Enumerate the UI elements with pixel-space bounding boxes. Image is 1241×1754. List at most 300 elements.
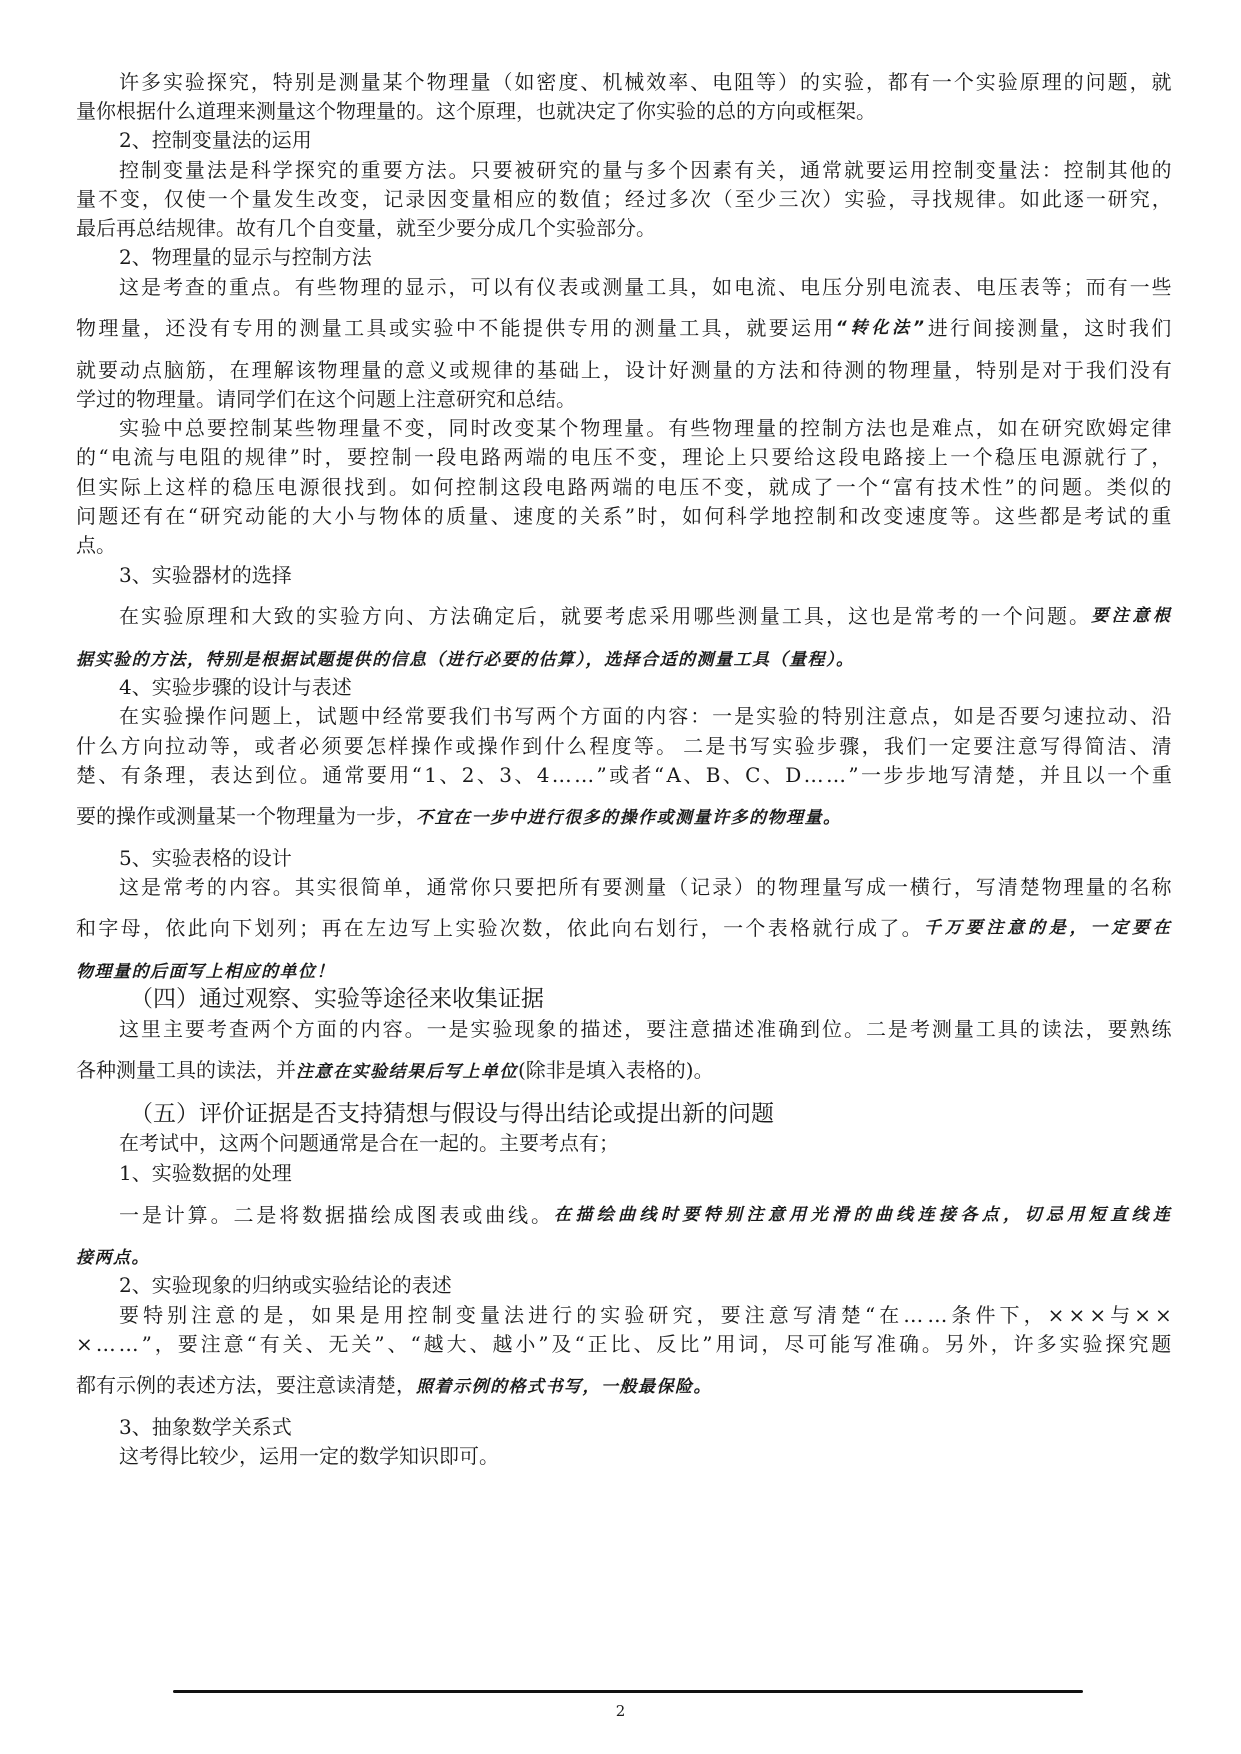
- text-char: 是: [887, 1017, 908, 1041]
- text-char: 母: [120, 916, 141, 940]
- text-char: 压: [592, 445, 613, 469]
- text-char: 个: [858, 475, 879, 499]
- text-char: ，: [287, 1303, 308, 1327]
- text-char: 题: [1046, 604, 1067, 628]
- text-char: 物: [379, 504, 400, 528]
- text-char: 的: [734, 358, 755, 382]
- text-char: 法: [865, 416, 886, 440]
- text-char: 通: [322, 763, 343, 787]
- text-char: 还: [165, 316, 186, 340]
- text-char: 这: [165, 475, 186, 499]
- text-char: B: [705, 763, 721, 787]
- text-char: 个: [1129, 763, 1150, 787]
- text-char: 探: [1105, 1332, 1126, 1356]
- text-char: 法: [426, 158, 447, 182]
- text-char: 图: [416, 1203, 437, 1227]
- text-char: 量: [602, 158, 623, 182]
- text-char: 理: [207, 604, 228, 628]
- text-char: “: [880, 475, 891, 499]
- text-char: 方: [404, 158, 425, 182]
- text-char: C: [745, 763, 761, 787]
- text-char: 姆: [1107, 416, 1128, 440]
- text-char: 在: [343, 916, 364, 940]
- text-char: 述: [734, 1017, 755, 1041]
- text-line: [76, 645, 855, 673]
- text-char: 行: [678, 916, 699, 940]
- text-char: 操: [477, 734, 498, 758]
- text-char: 且: [1062, 763, 1083, 787]
- text-char: 实: [844, 187, 865, 211]
- text-char: 化: [871, 318, 890, 338]
- text-char: 。: [921, 1332, 942, 1356]
- text-char: 要: [682, 1205, 701, 1225]
- text-char: 仪: [536, 275, 557, 299]
- text-char: ，: [931, 704, 952, 728]
- text-line: [76, 386, 576, 412]
- text-char: 动: [119, 358, 140, 382]
- text-char: 或: [609, 763, 630, 787]
- text-char: 录: [712, 875, 733, 899]
- text-line: [76, 733, 1172, 759]
- text-char: 是: [1061, 504, 1082, 528]
- text-line: [119, 562, 292, 588]
- text-char: 常: [448, 875, 469, 899]
- text-char: 变: [449, 187, 470, 211]
- text-line: [119, 1414, 292, 1440]
- text-char: 难: [931, 416, 952, 440]
- text-char: 压: [679, 475, 700, 499]
- text-char: 法: [450, 604, 471, 628]
- text-char: 线: [639, 1205, 658, 1225]
- text-char: 成: [393, 1203, 414, 1227]
- text-char: 依: [165, 916, 186, 940]
- text-char: 主: [162, 1017, 183, 1041]
- text-char: 上: [726, 445, 747, 469]
- text-char: 是: [316, 70, 337, 94]
- text-char: 读: [1041, 1017, 1062, 1041]
- text-char: 的: [624, 704, 645, 728]
- text-char: 格: [790, 916, 810, 940]
- text-char: 某: [382, 70, 403, 94]
- text-line: [119, 127, 312, 153]
- text-char: 特: [143, 1303, 164, 1327]
- text-char: 些: [1017, 504, 1038, 528]
- text-char: 量: [953, 1017, 974, 1041]
- text-char: 控: [455, 475, 476, 499]
- text-char: 要: [119, 1303, 139, 1327]
- text-char: 路: [883, 445, 904, 469]
- text-char: 要: [206, 416, 227, 440]
- text-char: 物: [76, 316, 96, 340]
- text-char: 的: [239, 1303, 260, 1327]
- text-char: 还: [120, 504, 141, 528]
- text-char: 的: [206, 275, 227, 299]
- text-char: 量: [646, 875, 667, 899]
- text-char: ，: [624, 1017, 645, 1041]
- text-char: 是: [228, 158, 249, 182]
- text-char: 用: [1067, 1205, 1086, 1225]
- text-char: 成: [791, 475, 811, 499]
- text-char: 的: [866, 358, 887, 382]
- text-char: 步: [816, 734, 837, 758]
- text-char: 意: [1017, 734, 1038, 758]
- text-char: 千: [923, 918, 943, 938]
- text-segment: 量你根据什么道理来测量这个物理量的。这个原理，也就决定了你实验的总的方向或框架。: [76, 99, 876, 123]
- text-char: 某: [272, 416, 293, 440]
- text-char: 供: [545, 316, 566, 340]
- text-char: 1: [424, 763, 437, 787]
- text-char: 只: [470, 158, 491, 182]
- text-char: …: [95, 1332, 116, 1356]
- text-char: 原: [185, 604, 206, 628]
- text-char: 得: [1062, 734, 1083, 758]
- text-char: 题: [98, 504, 119, 528]
- text-char: 值: [580, 187, 601, 211]
- text-segment: 都有示例的表述方法，要注意读清楚，: [76, 1373, 416, 1397]
- text-char: 要: [865, 158, 886, 182]
- text-char: ，: [1129, 70, 1150, 94]
- text-char: 路: [567, 475, 588, 499]
- text-char: ”: [624, 504, 636, 528]
- text-char: 测: [624, 875, 645, 899]
- text-char: 必: [299, 734, 320, 758]
- text-char: 点: [141, 358, 162, 382]
- text-char: （: [712, 187, 733, 211]
- text-char: 常: [344, 763, 365, 787]
- text-char: 有: [909, 70, 930, 94]
- text-char: 无: [328, 1332, 349, 1356]
- text-char: 将: [279, 1203, 300, 1227]
- text-char: 记: [383, 187, 404, 211]
- text-char: 。: [646, 416, 667, 440]
- text-char: 的: [800, 70, 821, 94]
- text-char: 路: [481, 445, 501, 469]
- text-char: 者: [631, 763, 652, 787]
- text-char: 电: [712, 70, 733, 94]
- text-char: 变: [339, 187, 360, 211]
- text-char: 制: [953, 158, 974, 182]
- text-char: 研: [648, 1303, 669, 1327]
- text-char: 么: [98, 734, 119, 758]
- text-char: 什: [544, 734, 565, 758]
- text-char: 在: [119, 704, 139, 728]
- text-char: 一: [980, 604, 1001, 628]
- text-char: 量: [468, 504, 489, 528]
- text-char: 理: [682, 445, 703, 469]
- text-line: [119, 415, 1172, 441]
- text-char: 的: [576, 1303, 597, 1327]
- text-char: 用: [671, 604, 692, 628]
- text-char: 我: [1085, 358, 1106, 382]
- footer-rule: [173, 1690, 1083, 1693]
- text-char: 名: [1129, 875, 1150, 899]
- text-char: 描: [580, 1017, 601, 1041]
- text-line: [76, 503, 1172, 529]
- text-char: 与: [155, 445, 176, 469]
- text-char: 个: [558, 704, 579, 728]
- text-char: 清: [816, 1303, 837, 1327]
- text-char: 准: [756, 1017, 777, 1041]
- text-char: 就: [1151, 70, 1172, 94]
- text-line: [76, 315, 1172, 341]
- text-char: 改: [860, 504, 881, 528]
- text-char: 意: [690, 1017, 711, 1041]
- text-char: 线: [508, 1203, 529, 1227]
- text-char: 稳: [232, 475, 253, 499]
- text-char: 了: [879, 916, 900, 940]
- text-char: 律: [267, 445, 288, 469]
- text-char: 有: [734, 158, 755, 182]
- text-char: 的: [1019, 1017, 1040, 1041]
- text-char: 经: [382, 704, 403, 728]
- text-char: 物: [888, 358, 909, 382]
- text-char: 制: [250, 416, 271, 440]
- text-char: 一: [861, 763, 882, 787]
- text-char: 因: [690, 158, 711, 182]
- text-char: 的: [537, 187, 558, 211]
- text-char: 常: [404, 704, 425, 728]
- text-char: 。: [656, 734, 677, 758]
- text-char: 行: [834, 916, 855, 940]
- text-char: 性: [982, 475, 1003, 499]
- text-char: 因: [427, 187, 448, 211]
- text-char: 对: [1041, 358, 1062, 382]
- text-char: 据: [325, 1203, 346, 1227]
- text-char: 面: [602, 704, 623, 728]
- text-char: 问: [1085, 70, 1106, 94]
- text-segment: 学过的物理量。请同学们在这个问题上注意研究和总结。: [76, 387, 576, 411]
- text-char: 验: [433, 316, 454, 340]
- text-char: ，: [865, 70, 886, 94]
- text-char: 制: [1085, 158, 1106, 182]
- text-char: 是: [140, 275, 161, 299]
- text-char: ×: [1047, 1303, 1065, 1327]
- text-char: 两: [536, 704, 557, 728]
- text-char: 称: [1151, 875, 1172, 899]
- text-line: [119, 1016, 1172, 1042]
- text-char: 越: [423, 1332, 444, 1356]
- text-char: ，: [953, 875, 974, 899]
- text-char: ，: [250, 70, 271, 94]
- text-char: 数: [522, 916, 543, 940]
- text-char: 要: [382, 158, 403, 182]
- text-char: 曲: [618, 1205, 637, 1225]
- text-char: 注: [200, 1332, 221, 1356]
- text-char: 常: [914, 604, 935, 628]
- text-char: 不: [701, 475, 722, 499]
- text-segment: 点。: [76, 533, 116, 557]
- text-char: 表: [1019, 275, 1040, 299]
- text-char: 要: [1132, 918, 1151, 938]
- text-char: 要: [720, 1303, 741, 1327]
- text-char: 以: [1084, 763, 1105, 787]
- text-char: 写: [514, 704, 535, 728]
- text-char: ，: [207, 358, 228, 382]
- text-char: 要: [492, 158, 513, 182]
- text-char: 特: [703, 1205, 723, 1225]
- text-char: 是: [141, 1203, 162, 1227]
- text-char: 接: [994, 316, 1015, 340]
- text-char: ，: [659, 504, 680, 528]
- text-char: ，: [746, 475, 767, 499]
- text-char: 理: [602, 416, 623, 440]
- text-char: ，: [826, 604, 846, 628]
- text-char: 显: [404, 275, 425, 299]
- text-char: 有: [1151, 358, 1172, 382]
- text-char: 要: [771, 445, 792, 469]
- text-char: 量: [759, 604, 780, 628]
- text-char: 的: [558, 1017, 579, 1041]
- text-char: 压: [997, 275, 1018, 299]
- text-char: ，: [700, 916, 721, 940]
- text-segment: 要的操作或测量某一个物理量为一步，: [76, 804, 416, 828]
- text-char: 就: [843, 158, 864, 182]
- text-char: 一: [887, 875, 908, 899]
- emphasis-text: 照着示例的格式书写，一般最保险。: [416, 1377, 712, 1397]
- text-char: 楚: [1019, 875, 1040, 899]
- text-char: 练: [1151, 1017, 1172, 1041]
- text-char: 不: [478, 316, 499, 340]
- text-char: 变: [162, 158, 183, 182]
- text-char: 这: [119, 1017, 139, 1041]
- text-line: [119, 244, 372, 270]
- text-char: 有: [668, 416, 689, 440]
- text-char: 量: [479, 1303, 500, 1327]
- text-char: 段: [838, 445, 859, 469]
- text-char: 这: [500, 475, 521, 499]
- text-char: 划: [254, 916, 275, 940]
- text-char: 到: [255, 763, 275, 787]
- text-char: 上: [580, 358, 601, 382]
- text-char: 度: [927, 504, 948, 528]
- text-char: 个: [972, 445, 993, 469]
- text-char: 就: [560, 604, 581, 628]
- text-char: 等: [756, 70, 777, 94]
- text-char: 重: [228, 275, 249, 299]
- text-line: [119, 1160, 292, 1186]
- text-char: 现: [514, 1017, 535, 1041]
- text-char: 测: [602, 275, 623, 299]
- text-char: 别: [167, 1303, 188, 1327]
- text-char: 要: [1091, 606, 1110, 626]
- text-char: ，: [361, 187, 382, 211]
- text-char: 进: [927, 316, 948, 340]
- text-char: 地: [771, 504, 792, 528]
- text-char: 清: [1151, 734, 1172, 758]
- text-char: 没: [187, 316, 208, 340]
- text-char: 电: [734, 275, 755, 299]
- text-char: 要: [426, 704, 447, 728]
- emphasis-text: 据实验的方法，特别是根据试题提供的信息（进行必要的估算），选择合适的测量工具（量程）。: [76, 650, 855, 670]
- text-char: 在: [119, 604, 139, 628]
- text-char: 要: [343, 734, 364, 758]
- text-char: 后: [516, 604, 537, 628]
- text-char: 我: [883, 734, 904, 758]
- text-char: 用: [254, 316, 275, 340]
- text-line: [119, 703, 1172, 729]
- text-char: 确: [472, 604, 493, 628]
- text-char: 电: [177, 445, 198, 469]
- text-char: 这: [119, 275, 139, 299]
- text-char: 理: [734, 416, 755, 440]
- text-char: 电: [277, 475, 298, 499]
- text-char: 给: [793, 445, 814, 469]
- text-char: 个: [953, 70, 974, 94]
- text-char: 很: [338, 875, 359, 899]
- text-char: “: [411, 763, 422, 787]
- text-char: 研: [1041, 416, 1062, 440]
- text-char: 者: [276, 734, 297, 758]
- text-char: 测: [737, 604, 758, 628]
- text-char: 了: [1128, 445, 1149, 469]
- text-char: 题: [250, 704, 271, 728]
- text-char: 方: [120, 734, 141, 758]
- text-char: 和: [76, 916, 96, 940]
- text-char: 三: [778, 187, 799, 211]
- text-char: 可: [807, 1332, 828, 1356]
- text-char: 此: [1041, 187, 1062, 211]
- text-char: 要: [366, 763, 387, 787]
- text-char: 专: [232, 316, 253, 340]
- text-char: 上: [927, 445, 948, 469]
- text-char: 相: [493, 187, 514, 211]
- text-char: 础: [558, 358, 579, 382]
- text-char: 。: [531, 1203, 552, 1227]
- text-line: [76, 1372, 712, 1400]
- text-char: 具: [668, 275, 689, 299]
- text-char: 别: [998, 358, 1019, 382]
- text-char: 制: [478, 475, 499, 499]
- text-line: [76, 1057, 714, 1085]
- text-char: 描: [712, 1017, 733, 1041]
- text-char: 们: [1151, 316, 1172, 340]
- text-char: 物: [316, 416, 337, 440]
- text-char: 步: [883, 763, 904, 787]
- text-line: [76, 215, 656, 241]
- text-char: 、: [490, 504, 511, 528]
- text-char: 些: [1151, 275, 1172, 299]
- text-char: 楚: [995, 763, 1016, 787]
- text-char: 、: [690, 70, 711, 94]
- text-char: 虑: [627, 604, 648, 628]
- text-char: 的: [1107, 875, 1128, 899]
- text-char: 地: [928, 763, 949, 787]
- text-char: 测: [931, 1017, 952, 1041]
- text-char: 就: [768, 475, 789, 499]
- text-char: 考: [1084, 504, 1105, 528]
- text-char: 采: [649, 604, 670, 628]
- text-char: 进: [528, 1303, 549, 1327]
- text-char: 验: [184, 70, 205, 94]
- text-char: 考: [184, 875, 205, 899]
- text-char: ，: [975, 416, 996, 440]
- text-char: 两: [589, 475, 610, 499]
- text-char: 实: [772, 734, 793, 758]
- text-char: 究: [316, 158, 337, 182]
- text-char: 实: [317, 604, 338, 628]
- text-char: 量: [470, 70, 491, 94]
- text-char: 验: [477, 916, 498, 940]
- text-char: 行: [950, 316, 971, 340]
- text-char: 基: [537, 358, 558, 382]
- text-char: 写: [950, 763, 971, 787]
- text-char: 规: [244, 445, 265, 469]
- text-char: 须: [321, 734, 342, 758]
- text-char: 注: [668, 1017, 689, 1041]
- text-char: 上: [272, 704, 293, 728]
- text-char: 一: [1129, 275, 1150, 299]
- text-char: ，: [141, 187, 162, 211]
